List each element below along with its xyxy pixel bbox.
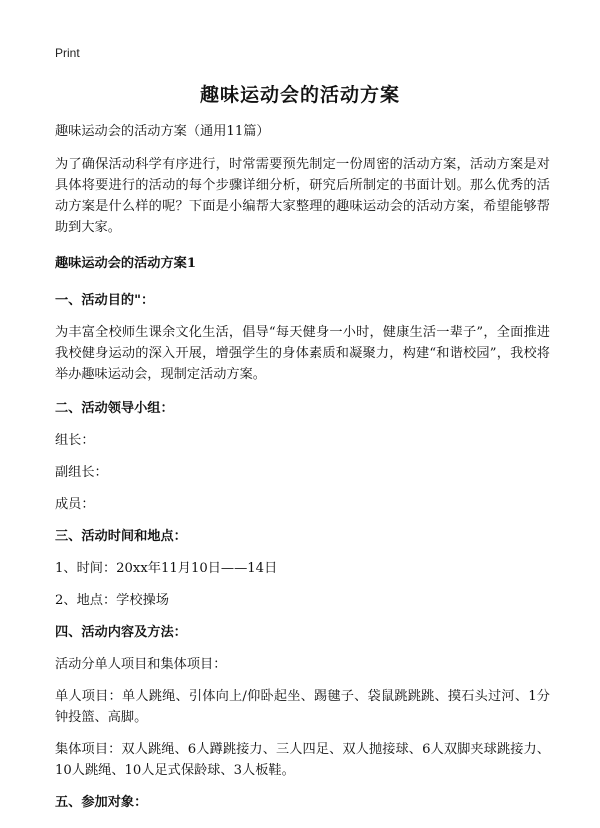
intro-paragraph: 为了确保活动科学有序进行，时常需要预先制定一份周密的活动方案，活动方案是对具体将要进行的活动的每个步骤详细分析，研究后所制定的书面计划。那么优秀的活动方案是什么样的呢？下面是小编帮大家整理的趣味运动会的活动方案，希望能够帮助到大家。 xyxy=(55,157,550,235)
paragraph-event-types: 活动分单人项目和集体项目： xyxy=(55,657,227,672)
paragraph-group-events: 集体项目：双人跳绳、6人蹲跳接力、三人四足、双人抛接球、6人双脚夹球跳接力、10人跳绳、10人足式保龄球、3人板鞋。 xyxy=(55,742,550,778)
paragraph-purpose: 为丰富全校师生课余文化生活，倡导“每天健身一小时，健康生活一辈子”，全面推进我校健身运动的深入开展，增强学生的身体素质和凝聚力，构建“和谐校园”，我校将举办趣味运动会，现制定活动方案。 xyxy=(55,325,550,382)
document-body xyxy=(55,121,550,824)
document-subtitle: 趣味运动会的活动方案（通用11篇） xyxy=(55,124,270,139)
heading-purpose: 一、活动目的"： xyxy=(55,293,155,308)
paragraph-place: 2、地点：学校操场 xyxy=(55,593,169,608)
section-title: 趣味运动会的活动方案1 xyxy=(55,256,197,271)
page-title: 趣味运动会的活动方案 xyxy=(199,84,400,106)
print-link[interactable]: Print xyxy=(55,46,80,60)
heading-participants: 五、参加对象： xyxy=(55,795,148,810)
paragraph-individual-events: 单人项目：单人跳绳、引体向上/仰卧起坐、踢毽子、袋鼠跳跳跳、摸石头过河、1分钟投篮、高脚。 xyxy=(55,689,550,725)
paragraph-time: 1、时间：20xx年11月10日——14日 xyxy=(55,561,278,576)
paragraph-deputy-leader: 副组长： xyxy=(55,465,108,480)
paragraph-leader: 组长： xyxy=(55,433,95,448)
heading-leadership: 二、活动领导小组： xyxy=(55,401,174,416)
paragraph-members: 成员： xyxy=(55,497,95,512)
heading-time-place: 三、活动时间和地点： xyxy=(55,529,187,544)
heading-content-method: 四、活动内容及方法： xyxy=(55,625,187,640)
